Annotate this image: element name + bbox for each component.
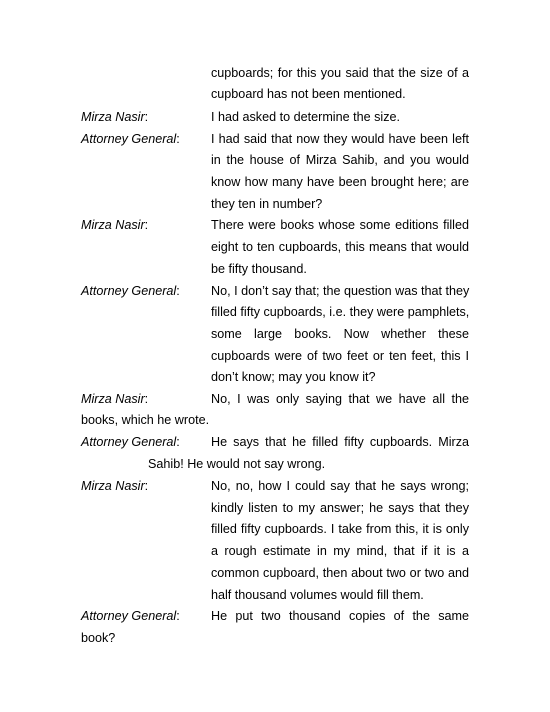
answer-line: There were books whose some editions filled [211,218,469,232]
question-line: they ten in number? [211,197,323,211]
answer-line: half thousand volumes would fill them. [211,588,424,602]
answer-line: filled fifty cupboards. I take from this, it is only [211,522,469,536]
speaker-label: Mirza Nasir: [81,479,149,493]
question-line: don’t know; may you know it? [211,370,376,384]
speaker-label: Attorney General: [81,435,180,449]
speaker-label: Attorney General: [81,132,180,146]
answer-line: eight to ten cupboards, this means that would [211,240,469,254]
question-line: know how many have been brought here; are [211,175,469,189]
speaker-label: Mirza Nasir: [81,392,149,406]
question-line: He put two thousand copies of the same [211,609,469,623]
answer-line: cupboards; for this you said that the size of a [211,66,469,80]
question-line: some large books. Now whether these [211,327,469,341]
question-line: cupboards were of two feet or ten feet, this I [211,349,469,363]
speaker-label: Attorney General: [81,284,180,298]
answer-line: kindly listen to my answer; he says that they [211,501,469,515]
question-line: in the house of Mirza Sahib, and you would [211,153,469,167]
question-line: I had said that now they would have been left [211,132,469,146]
answer-line: I had asked to determine the size. [211,110,401,124]
answer-line: be fifty thousand. [211,262,307,276]
question-line: book? [81,631,116,645]
answer-line: No, I was only saying that we have all the [211,392,469,406]
answer-line: No, no, how I could say that he says wrong; [211,479,469,493]
question-line: No, I don’t say that; the question was that they [211,284,470,298]
speaker-label: Mirza Nasir: [81,218,149,232]
question-line: He says that he filled fifty cupboards. Mirza [211,435,469,449]
answer-line: common cupboard, then about two or two and [211,566,469,580]
speaker-label: Attorney General: [81,609,180,623]
answer-line: books, which he wrote. [81,413,210,427]
speaker-label: Mirza Nasir: [81,110,149,124]
answer-line: a rough estimate in my mind, that if it is a [211,544,469,558]
question-line: Sahib! He would not say wrong. [148,457,326,471]
question-line: filled fifty cupboards, i.e. they were pamphlets, [211,305,470,319]
answer-line: cupboard has not been mentioned. [211,87,406,101]
